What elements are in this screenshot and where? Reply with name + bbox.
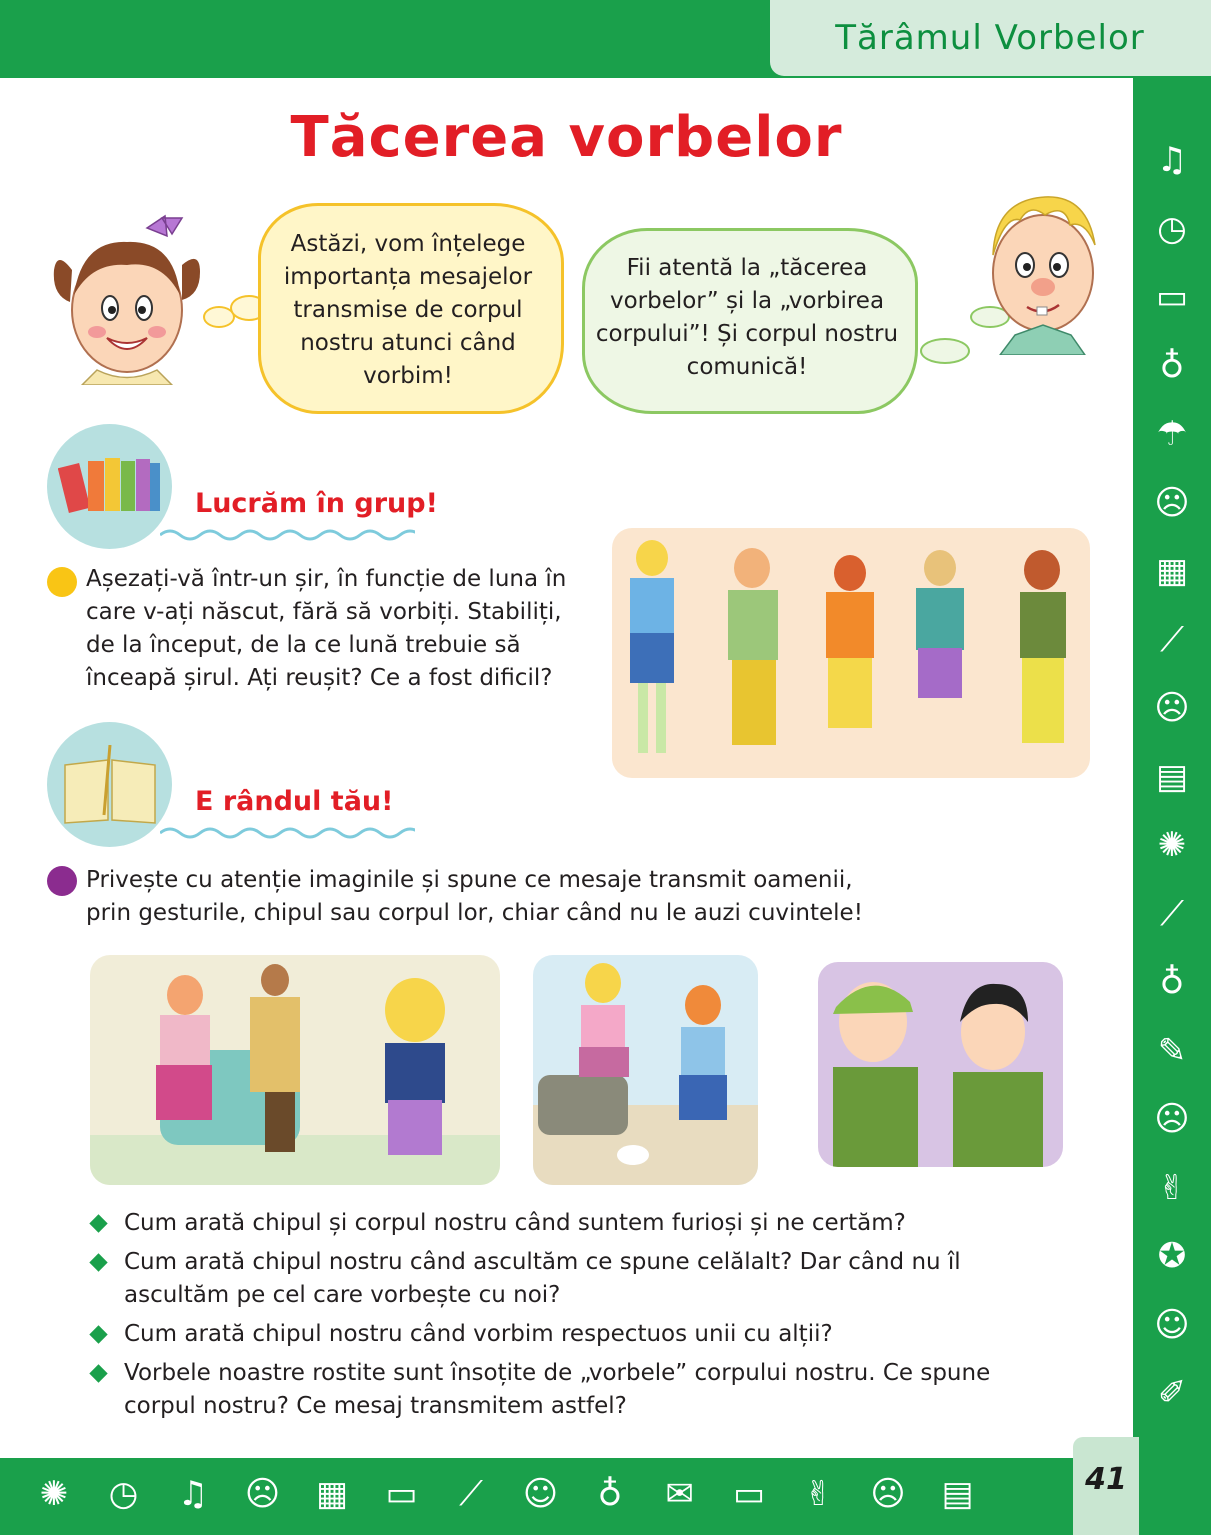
palette-icon: ✺ — [39, 1474, 69, 1514]
victory-hand-icon: ✌ — [1157, 1167, 1187, 1208]
toothbrush-icon: ⟋ — [1160, 619, 1184, 660]
thought-puff — [920, 338, 970, 364]
sad-face-icon: ☹ — [244, 1474, 281, 1514]
diamond-bullet-icon — [89, 1325, 107, 1343]
notebook-icon: ▤ — [941, 1474, 974, 1514]
yellow-bullet — [47, 567, 77, 597]
smile-face-icon: ☺ — [1154, 1304, 1190, 1345]
girl-illustration — [52, 210, 202, 385]
palette-icon: ✺ — [1157, 825, 1187, 865]
list-item: Vorbele noastre rostite sunt însoțite de „vorbele” corpului nostru. Ce spune corpul nostru? Ce mesaj transmitem astfel? — [88, 1357, 1048, 1423]
diamond-bullet-icon — [89, 1214, 107, 1232]
clock-icon: ◷ — [1157, 208, 1187, 249]
notebook-icon: ▤ — [1155, 756, 1189, 797]
girl-speech-text: Astăzi, vom înțelege importanța mesajelor transmise de corpul nostru atunci când vorbim! — [283, 231, 533, 389]
apple-icon: ♁ — [597, 1474, 623, 1514]
soap-icon: ▭ — [1155, 277, 1189, 317]
group-work-heading: Lucrăm în grup! — [195, 488, 438, 519]
boy-speech-text: Fii atentă la „tăcerea vorbelor” și la „vorbirea corpului”! Și corpul nostru comunică! — [595, 255, 899, 380]
boy-illustration — [975, 185, 1110, 355]
list-item: Cum arată chipul nostru când ascultăm ce spune celălalt? Dar când nu îl ascultăm pe cel care vorbește cu noi? — [88, 1246, 1048, 1312]
calendar-icon: ▦ — [1155, 551, 1189, 591]
angry-face-icon: ☹ — [870, 1474, 906, 1514]
envelope-icon: ✉ — [665, 1474, 694, 1514]
angry-face-icon: ☹ — [1154, 688, 1190, 728]
apple-icon: ♁ — [1159, 345, 1185, 386]
sad-face-icon: ☹ — [1154, 482, 1190, 523]
diamond-bullet-icon — [89, 1364, 107, 1382]
toothbrush-icon: ⟋ — [459, 1474, 483, 1514]
diamond-bullet-icon — [89, 1253, 107, 1271]
books-icon — [58, 455, 163, 515]
kids-line-illustration — [612, 528, 1090, 778]
friends-outdoor-illustration — [533, 955, 758, 1185]
sad-face-icon: ☹ — [1154, 1099, 1190, 1139]
open-notebook-icon — [60, 745, 160, 825]
wave-divider — [160, 527, 415, 543]
arguing-family-illustration — [90, 955, 500, 1185]
your-turn-text: Privește cu atenție imaginile și spune ce mesaje transmit oamenii, prin gesturile, chipul sau corpul lor, chiar când nu le auzi cuvintele! — [86, 867, 863, 926]
music-icon: ♫ — [177, 1474, 209, 1514]
list-item: Cum arată chipul nostru când vorbim respectuos unii cu alții? — [88, 1318, 1048, 1351]
page-title: Tăcerea vorbelor — [290, 105, 843, 170]
calendar-icon: ▦ — [315, 1474, 349, 1514]
book-icon: ▭ — [385, 1474, 418, 1514]
scouts-talking-illustration — [818, 962, 1063, 1167]
question-list — [88, 1207, 1048, 1429]
apple-icon: ♁ — [1159, 962, 1185, 1002]
pencil-icon: ✎ — [1157, 1030, 1187, 1071]
list-item: Cum arată chipul și corpul nostru când suntem furioși și ne certăm? — [88, 1207, 1048, 1240]
chapter-title: Tărâmul Vorbelor — [835, 18, 1145, 58]
purple-bullet — [47, 866, 77, 896]
smile-face-icon: ☺ — [522, 1474, 559, 1514]
group-task-text: Așezați-vă într-un șir, în funcție de luna în care v-ați născut, fără să vorbiți. Stabiliți, de la început, de la ce lună trebuie să înceapă șirul. Ați reușit? Ce a fost dificil? — [86, 566, 567, 691]
music-icon: ♫ — [1156, 140, 1188, 180]
flute-icon: ⟋ — [1160, 893, 1184, 934]
victory-hand-icon: ✌ — [804, 1474, 833, 1514]
medal-icon: ✪ — [1157, 1236, 1187, 1276]
clock-icon: ◷ — [108, 1474, 139, 1514]
soap-icon: ▭ — [732, 1474, 766, 1514]
your-turn-heading: E rândul tău! — [195, 786, 394, 817]
paintbrush-icon: ✐ — [1157, 1373, 1187, 1413]
page-number: 41 — [1085, 1462, 1127, 1497]
wave-divider — [160, 825, 415, 841]
shower-icon: ☂ — [1156, 414, 1188, 454]
